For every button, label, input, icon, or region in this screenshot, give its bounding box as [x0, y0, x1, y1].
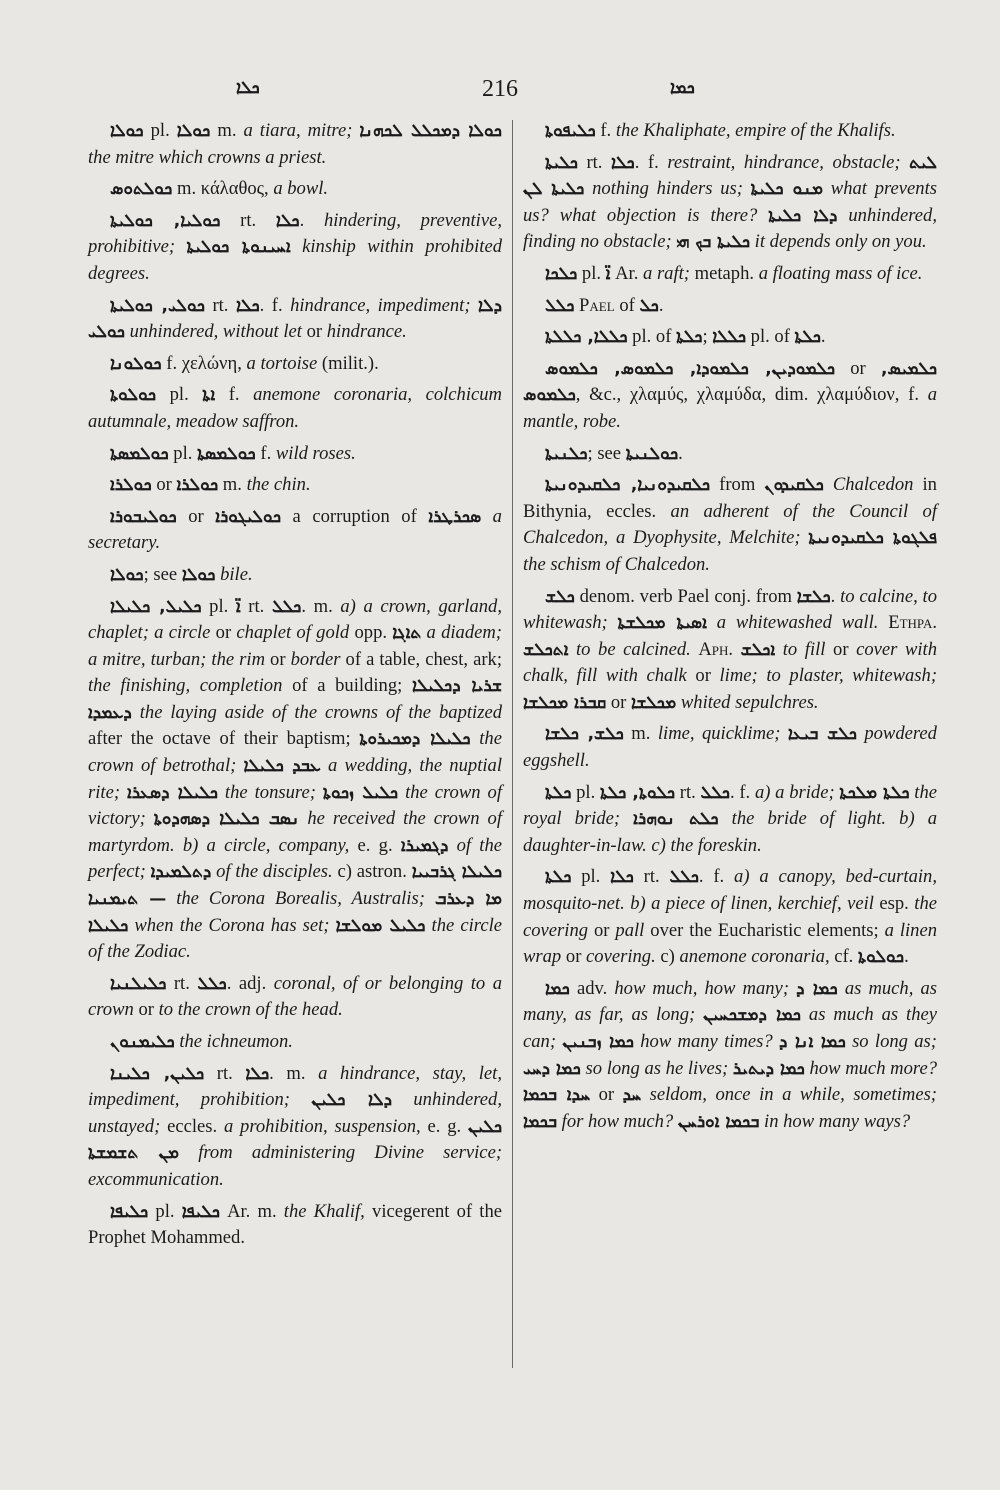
dictionary-entry	[523, 293, 937, 320]
syriac-term: ܐ̈	[235, 596, 241, 617]
syriac-term: ܟܠܘܬܐ, ܟܠܬܐ	[599, 782, 676, 803]
entry-text: rt.	[204, 294, 236, 316]
left-column	[88, 118, 502, 1257]
syriac-term: ܒܟܡܐ ܐܘܪܚܢ	[677, 1111, 760, 1132]
entry-text: m.	[218, 474, 247, 496]
entry-text: or	[138, 999, 159, 1021]
entry-text: he received the crown of martyrdom.	[88, 808, 502, 856]
syriac-term: ܟܠܐ	[610, 867, 634, 888]
entry-text: a floating mass of ice.	[758, 262, 923, 284]
dictionary-entry	[88, 382, 502, 435]
running-head	[0, 74, 1000, 114]
syriac-term: ܦܠܓܘܬܐ ܟܠܩܝܕܘܢܝܬܐ	[808, 528, 938, 549]
syriac-term: ܟܠܠ	[669, 867, 699, 888]
entry-text: unhindered, finding no obstacle;	[523, 204, 937, 253]
entry-text: a prohibition, suspension,	[223, 1115, 421, 1137]
dictionary-entry	[523, 864, 937, 970]
syriac-term: ܟܘܠܐ	[176, 121, 211, 141]
entry-text: a whitewashed wall.	[706, 612, 889, 634]
column-divider	[512, 120, 513, 1368]
syriac-term: ܟܠܝܦܐ	[181, 1201, 220, 1222]
entry-text: ; see	[587, 442, 626, 464]
entry-text: the Corona Borealis, Australis;	[166, 888, 435, 910]
entry-text: c)	[655, 946, 680, 968]
syriac-term: ܐܟܠܫ	[740, 639, 776, 660]
entry-text: or	[695, 665, 720, 687]
syriac-term: ܟܠܬܐ	[545, 867, 572, 888]
entry-text: adv.	[569, 977, 615, 999]
entry-text: eccles.	[167, 1115, 224, 1137]
syriac-term: ܟܠܝܢ, ܟܠܝܢܐ	[110, 1063, 205, 1084]
entry-text: . f.	[634, 151, 668, 173]
entry-text: wild roses.	[275, 442, 356, 464]
entry-text: pl.	[148, 1200, 182, 1222]
entry-text: or	[565, 946, 587, 968]
entry-text: unhindered, unstayed;	[88, 1089, 502, 1137]
syriac-term: ܟܠܠ	[271, 596, 302, 617]
entry-text: a linen wrap	[523, 919, 938, 968]
entry-text: border	[290, 648, 341, 670]
entry-text: a diadem; a mitre, turban; the rim	[88, 622, 502, 670]
dictionary-entry	[88, 1029, 502, 1056]
entry-text: pl.	[168, 442, 198, 464]
entry-text: f.	[215, 384, 254, 406]
entry-text: hindering, preventive, prohibitive;	[88, 209, 502, 258]
dictionary-entry	[88, 504, 502, 557]
entry-text: . f.	[729, 781, 755, 803]
entry-text: opp.	[354, 622, 393, 644]
syriac-term: ܟܠܝܠܐ ܕܡܟܝܪܘܬܐ	[359, 729, 471, 750]
entry-text: or	[835, 357, 881, 379]
dictionary-entry	[523, 584, 937, 717]
entry-text: ;	[702, 326, 713, 348]
entry-text: . f.	[698, 866, 735, 888]
entry-text: e. g.	[420, 1115, 468, 1137]
entry-text: powdered eggshell.	[523, 723, 937, 772]
entry-text: in Bithynia, eccles.	[523, 474, 937, 522]
entry-text: m.	[210, 120, 244, 141]
entry-text: pl.	[156, 384, 203, 406]
entry-text: of or belonging to a crown	[88, 972, 502, 1021]
syriac-term: ܟܘܠܘܢܐ	[110, 353, 162, 374]
syriac-term: ܐܬܟܠܫ	[523, 639, 569, 660]
entry-text: cover with chalk, fill with chalk	[523, 638, 937, 687]
entry-text: it depends only on you.	[750, 231, 927, 253]
entry-text: anemone coronaria,	[679, 946, 830, 968]
dictionary-entry	[88, 441, 502, 468]
entry-text: rt.	[166, 972, 198, 994]
syriac-term: ܟܘܠܘܬܐ	[110, 385, 157, 406]
entry-text: a mantle, robe.	[523, 384, 937, 432]
entry-text: b) a daughter-in-law.	[523, 808, 938, 856]
syriac-term: ܚܕ	[622, 1085, 642, 1106]
entry-text: the covering	[523, 893, 937, 941]
syriac-term: ܟܡܐ ܐܢܐ ܕ	[778, 1032, 846, 1052]
syriac-term: ܟܡܐ ܕܚܝ	[523, 1058, 581, 1079]
syriac-term: ܟܠܟܐ	[545, 263, 578, 284]
entry-text: lime, quicklime;	[657, 723, 788, 745]
entry-text: . adj.	[226, 972, 274, 994]
entry-text: a bowl.	[273, 178, 329, 200]
entry-text: how much, how many;	[614, 977, 797, 999]
syriac-term: ܟܠܝܦܐ	[110, 1201, 149, 1222]
dictionary-entry	[88, 472, 502, 499]
entry-text: to be calcined.	[568, 638, 699, 660]
entry-text: denom. verb Pael conj. from	[574, 585, 797, 607]
syriac-term: ܡܐ ܕܥܪܒ ܟܠܝܠܐ	[88, 889, 502, 936]
entry-text: as much, as many, as far, as long;	[523, 977, 938, 1026]
syriac-term: ܟܠܐ	[235, 295, 260, 316]
syriac-term: ܟܘܠܡܣܬܐ	[110, 443, 169, 464]
syriac-term: ܟܠܝܬܐ	[545, 152, 578, 173]
syriac-term: ܟܠܐ	[275, 210, 300, 231]
entry-text: so long as;	[845, 1031, 937, 1052]
entry-text: seldom, once in a while, sometimes;	[641, 1084, 937, 1106]
entry-text: rt.	[240, 595, 272, 617]
dictionary-entry	[523, 118, 937, 145]
entry-text: pl. of	[746, 326, 795, 348]
entry-text: chaplet of gold	[236, 622, 355, 644]
entry-text: .	[678, 442, 683, 464]
entry-text: the Khaliphate, empire of the Khalifs.	[615, 120, 896, 141]
entry-text: hindrance.	[322, 321, 407, 343]
syriac-term: ܟܠܝܠܢܝܐ	[110, 973, 167, 994]
entry-text: the laying aside of the crowns of the baptized	[131, 701, 502, 723]
syriac-term: ܟܘܠܐ	[110, 121, 144, 141]
syriac-term: ܣܟܪܛܪܐ	[428, 506, 482, 527]
dictionary-entry	[88, 176, 502, 203]
entry-text: . f.	[259, 294, 291, 316]
dictionary-entry	[523, 780, 937, 860]
entry-text: the finishing, completion	[88, 675, 283, 697]
syriac-term: ܟܡܐ ܕܡܫܟܚܝܢ	[703, 1005, 801, 1026]
entry-text: or	[270, 648, 291, 670]
entry-text: to calcine, to whitewash;	[523, 585, 937, 634]
syriac-term: ܟܠܩܝܕܘܢ	[764, 475, 824, 496]
entry-text: a) a bride;	[754, 781, 840, 803]
entry-text: to the crown of the head.	[158, 999, 343, 1021]
syriac-term: ܟܠܫ ܒܝܥܐ	[787, 724, 857, 745]
entry-text: or	[590, 1084, 623, 1106]
entry-text: rt.	[633, 866, 670, 888]
entry-text: Pael	[579, 294, 615, 316]
entry-text: Ar.	[610, 262, 643, 284]
entry-text: or	[593, 919, 616, 941]
dictionary-entry	[523, 441, 937, 468]
entry-text: a secretary.	[88, 505, 502, 554]
syriac-term: ܟܘܠܡܣܬܐ	[197, 443, 256, 464]
dictionary-entry	[523, 472, 937, 578]
syriac-term: ܟܡܐ ܕܝܬܝܪ	[732, 1058, 805, 1079]
entry-text: rt.	[220, 209, 276, 231]
syriac-term: ܟܘܠܪܐ	[110, 475, 152, 496]
syriac-term: ܟܘܠܢܝܬܐ	[625, 443, 679, 464]
syriac-term: ܕܓܡܝܪܐ	[400, 835, 449, 856]
entry-text: after the octave of their baptism;	[88, 728, 360, 750]
syriac-term: ܟܠܠ	[545, 295, 575, 316]
syriac-term: ܟܠܫ	[545, 586, 575, 607]
entry-text: as much as they can;	[523, 1004, 937, 1052]
dictionary-entry	[88, 594, 502, 966]
syriac-term: ܟܠܝܬܐ ܒܟ ܗܝ	[676, 232, 751, 253]
entry-text: the crown of betrothal;	[88, 728, 502, 777]
entry-text: c) astron.	[337, 861, 412, 883]
entry-text: the circle of the Zodiac.	[88, 914, 503, 963]
syriac-term: ܟܠܝܠ, ܟܠܝܠܐ	[110, 596, 202, 617]
entry-text: the Khalif,	[283, 1200, 365, 1222]
entry-text: an adherent of the Council of Chalcedon, a Dyophysite, Melchite;	[523, 500, 937, 549]
entry-text: rt.	[675, 781, 701, 803]
entry-text: what prevents us? what objection is there?	[523, 178, 938, 226]
entry-text: pl.	[201, 595, 236, 617]
entry-text: the schism of Chalcedon.	[523, 553, 710, 575]
syriac-term: ܟܘܠܬܘܣ	[110, 179, 173, 200]
page-number: 216	[482, 76, 518, 102]
entry-text: Ethpa.	[888, 612, 937, 634]
entry-text: of	[614, 294, 640, 316]
entry-text: nothing hinders us;	[584, 178, 751, 200]
syriac-term: ܟܠܠܐ, ܟܠܠܬܐ	[545, 327, 628, 348]
syriac-term: ܟܠܐ	[245, 1063, 270, 1084]
syriac-term: ܟܘܠܐ ܕܡܟܠܠ ܠܟܗܢܐ	[359, 121, 502, 141]
syriac-term: ܟܠܬܐ	[545, 782, 572, 803]
syriac-term: ܟܠܝܠܐ ܕܣܥܪܐ	[126, 782, 218, 803]
entry-text: or	[176, 505, 216, 527]
left-running-headword: ܟܠܐ	[236, 78, 260, 98]
entry-text: the ichneumon.	[174, 1031, 293, 1052]
entry-text: or	[306, 321, 323, 343]
entry-text: .	[820, 326, 826, 348]
dictionary-entry	[88, 1061, 502, 1194]
syriac-term: ܟܠܬܐ	[676, 327, 703, 348]
syriac-term: ܟܘܠܝܐ, ܟܘܠܝܬܐ	[110, 210, 221, 231]
entry-text: of a building;	[282, 675, 412, 697]
right-running-headword: ܟܡܐ	[670, 78, 695, 98]
syriac-term: ܟܠܫܐ	[796, 586, 831, 607]
entry-text: from	[710, 474, 765, 496]
syriac-term: ܚܕܐ ܒܟܡܐ	[523, 1085, 591, 1106]
entry-text: a tortoise	[246, 352, 318, 374]
syriac-term: ܡܟܠܫܐ	[630, 692, 677, 713]
entry-text: pl. of	[627, 326, 677, 348]
dictionary-entry	[88, 1199, 502, 1252]
entry-text: Ar. m.	[219, 1200, 284, 1222]
entry-text: over the Eucharistic elements;	[644, 919, 885, 941]
syriac-term: ܟܘܠܐ	[110, 564, 144, 585]
syriac-term: ܟܠܬܐ	[794, 327, 821, 348]
syriac-term: ܟܘܠܘܬܐ	[857, 947, 905, 968]
entry-text: cf.	[829, 946, 858, 968]
syriac-term: ܟܠܩܝܕܘܢܝܐ, ܟܠܩܝܕܘܢܝܬܐ	[545, 475, 711, 496]
syriac-term: ܟܠܢܝܬܐ	[545, 443, 588, 464]
entry-text: a raft;	[643, 262, 695, 284]
syriac-term: ܟܠܝܠ ܙܟܘܬܐ	[322, 782, 399, 803]
dictionary-entry	[523, 324, 937, 351]
entry-text: how much more?	[804, 1057, 937, 1079]
syriac-term: ܟܘܠܝܒܘܪܐ	[110, 506, 177, 527]
entry-text: pl.	[143, 120, 177, 141]
syriac-term: ܟܡܐ	[545, 978, 570, 999]
entry-text: bile.	[215, 563, 253, 585]
entry-text: .	[299, 209, 324, 231]
syriac-term: ܕܬܠܡܝܕܐ	[150, 862, 212, 883]
entry-text: pl.	[571, 866, 611, 888]
entry-text: f.	[595, 120, 616, 141]
syriac-term: ܟܠܬܐ ܡܠܟܬܐ	[839, 782, 910, 803]
entry-text: c) the foreskin.	[651, 834, 762, 856]
syriac-term: ܕܠܐ ܟܠܝܬܐ	[768, 205, 838, 226]
entry-text: a) a crown, garland, chaplet; a circle	[88, 595, 502, 644]
entry-text: metaph.	[694, 262, 759, 284]
entry-text: .	[904, 946, 909, 968]
syriac-term: ܬܐܓܐ	[392, 623, 422, 644]
entry-text: a tiara, mitre;	[243, 120, 360, 141]
entry-text: to fill	[775, 638, 834, 660]
dictionary-entry	[88, 208, 502, 288]
entry-text: Aph.	[698, 638, 734, 660]
dictionary-entry	[523, 976, 937, 1136]
entry-text: the crown of victory;	[88, 781, 502, 830]
dictionary-entry	[88, 118, 502, 171]
entry-text: of the disciples.	[211, 861, 338, 883]
entry-text: . m.	[301, 595, 341, 617]
entry-text: from administering Divine service; excommunication.	[88, 1142, 503, 1190]
entry-text: rt.	[577, 151, 612, 173]
syriac-term: ܟܠܡܘܕܝܢ, ܟܠܡܘܕܐ, ܟܠܡܘܣ, ܟܠܡܘܣ	[545, 358, 836, 379]
syriac-term: ܟܠ	[639, 295, 659, 316]
entry-text: in how many ways?	[759, 1110, 911, 1132]
syriac-term: ܫܪܝܐ ܕܟܠܝܠܐ ܕܥܡܕܐ	[88, 676, 503, 723]
entry-text: or	[833, 638, 857, 660]
entry-text: the royal bride;	[523, 781, 937, 830]
syriac-term: ܥܒܕ ܟܠܝܠܐ	[243, 756, 321, 777]
entry-text: Chalcedon	[823, 474, 914, 496]
entry-text: . m.	[269, 1062, 319, 1084]
entry-text: vicegerent of the Prophet Mohammed.	[88, 1200, 502, 1249]
dictionary-entry	[88, 351, 502, 378]
dictionary-entry	[523, 261, 937, 288]
syriac-term: ܟܘܠܪܐ	[176, 475, 219, 496]
entry-text: e. g.	[349, 834, 401, 856]
syriac-term: ܟܡܐ ܕ	[796, 978, 838, 999]
entry-text: .	[658, 294, 664, 316]
entry-text: anemone coronaria, colchicum autumnale, meadow saffron.	[88, 384, 502, 432]
entry-text: f.	[255, 442, 276, 464]
entry-text: for how much?	[557, 1110, 678, 1132]
syriac-term: ܐܚܝܢܘܬܐ ܟܘܠܝܬܐ	[186, 237, 291, 258]
dictionary-entry	[88, 562, 502, 589]
syriac-term: ܟܘܠܝܓܘܪܐ	[215, 506, 282, 527]
entry-text: pl.	[577, 262, 606, 284]
dictionary-entry	[523, 150, 937, 256]
entry-text: rt.	[204, 1062, 246, 1084]
syriac-term: ܐܣܝܬܐ ܡܟܠܫܬܐ	[617, 613, 707, 634]
entry-text: of the perfect;	[88, 834, 502, 883]
entry-text: pl.	[571, 781, 600, 803]
entry-text: pall	[615, 919, 645, 941]
right-column	[523, 118, 937, 1140]
entry-text: a) a canopy, bed-curtain, mosquito-net. b) a piece of linen, kerchief, veil	[523, 866, 937, 915]
entry-text: the mitre which crowns a priest.	[88, 146, 327, 168]
entry-text: .	[830, 585, 841, 607]
dictionary-entry	[88, 971, 502, 1024]
syriac-term: ܠܝܬ ܟܠܝܬܐ ܠܢ	[523, 152, 938, 200]
dictionary-entry	[88, 293, 502, 346]
syriac-term: ܟܠܠܐ	[712, 327, 746, 348]
syriac-term: ܡܢܘ ܟܠܝܬܐ	[750, 179, 824, 200]
entry-text: covering.	[586, 946, 656, 968]
entry-text: lime; to plaster, whitewash;	[719, 665, 938, 687]
syriac-term: ܟܘܠܐ	[181, 564, 216, 585]
entry-text: coronal,	[273, 972, 343, 994]
entry-text: whited sepulchres.	[676, 691, 819, 713]
entry-text: the tonsure;	[217, 781, 323, 803]
entry-text: a corruption of	[281, 505, 429, 527]
syriac-term: ܟܠܝܢ ܡܢ ܬܫܡܫܬܐ	[88, 1116, 503, 1164]
syriac-term: ܟܠܫ, ܟܠܫܐ	[545, 724, 624, 745]
syriac-term: ܕܠܐ ܟܘܠܝ	[88, 295, 502, 343]
entry-text: so long as he lives;	[580, 1057, 733, 1079]
entry-text	[733, 639, 741, 660]
entry-text: , &c., χλαμύς, χλαμύδα, dim. χλαμύδιον, f.	[575, 384, 928, 406]
entry-text: m. κάλαθος,	[172, 178, 274, 200]
entry-text: f. χελώνη,	[161, 352, 247, 374]
entry-text: restraint, hindrance, obstacle;	[667, 151, 910, 173]
syriac-term: ܟܡܐ ܙܒܢܝܢ	[562, 1032, 634, 1052]
syriac-term: ܟܠܠ	[197, 973, 227, 994]
entry-text: esp.	[879, 893, 915, 915]
entry-text: a wedding, the nuptial rite;	[88, 755, 502, 803]
syriac-term: ܐܬܐ	[202, 385, 216, 406]
entry-text: unhindered, without let	[124, 321, 307, 343]
syriac-term: ܟܠܝܡܢܘܢ	[110, 1032, 175, 1052]
syriac-term: ܒܟܡܐ	[523, 1111, 557, 1132]
syriac-term: ܩܒܪܐ ܡܟܠܫܐ	[523, 692, 607, 713]
entry-text: hindrance, impediment;	[290, 294, 478, 316]
entry-text: or	[215, 622, 237, 644]
syriac-term: ܐ̈	[605, 263, 611, 284]
entry-text: b) a circle, company,	[182, 834, 350, 856]
entry-text: of a table, chest, ark;	[340, 648, 503, 670]
entry-text: when the Corona has set;	[128, 914, 336, 936]
entry-text: ; see	[143, 563, 182, 585]
entry-text: or	[606, 691, 631, 713]
entry-text: the chin.	[246, 474, 311, 496]
syriac-term: ܟܠܝܠ ܡܘܠܫܐ	[335, 915, 426, 936]
entry-text: kinship within prohibited degrees.	[88, 236, 502, 284]
syriac-term: ܕܠܐ ܟܠܝܢ	[311, 1090, 392, 1111]
dictionary-entry	[523, 721, 937, 774]
entry-text: or	[151, 474, 177, 496]
syriac-term: ܟܠܐ	[611, 152, 635, 173]
entry-text: the bride of light.	[718, 808, 900, 830]
syriac-term: ܢܣܒ ܟܠܝܠܐ ܕܣܗܕܘܬܐ	[153, 809, 300, 830]
entry-text: m.	[623, 723, 658, 745]
dictionary-entry	[523, 356, 937, 436]
entry-text: a hindrance, stay, let, impediment, prohibition;	[88, 1062, 502, 1111]
entry-text: (milit.).	[317, 352, 379, 374]
syriac-term: ܟܠܝܠܐ ܓܪܒܝܝܐ — ܬܝܡܢܝܐ	[88, 862, 502, 910]
syriac-term: ܟܠܡܝܣ, ܟܠܡܘܣ	[523, 358, 938, 406]
syriac-term: ܟܠܠ	[700, 782, 730, 803]
entry-text: how many times?	[633, 1031, 779, 1052]
syriac-term: ܟܠܬ ܢܘܗܪܐ	[633, 809, 719, 830]
syriac-term: ܟܘܠܝ, ܟܘܠܝܬܐ	[110, 295, 205, 316]
syriac-term: ܟܠܝܦܘܬܐ	[545, 121, 596, 141]
